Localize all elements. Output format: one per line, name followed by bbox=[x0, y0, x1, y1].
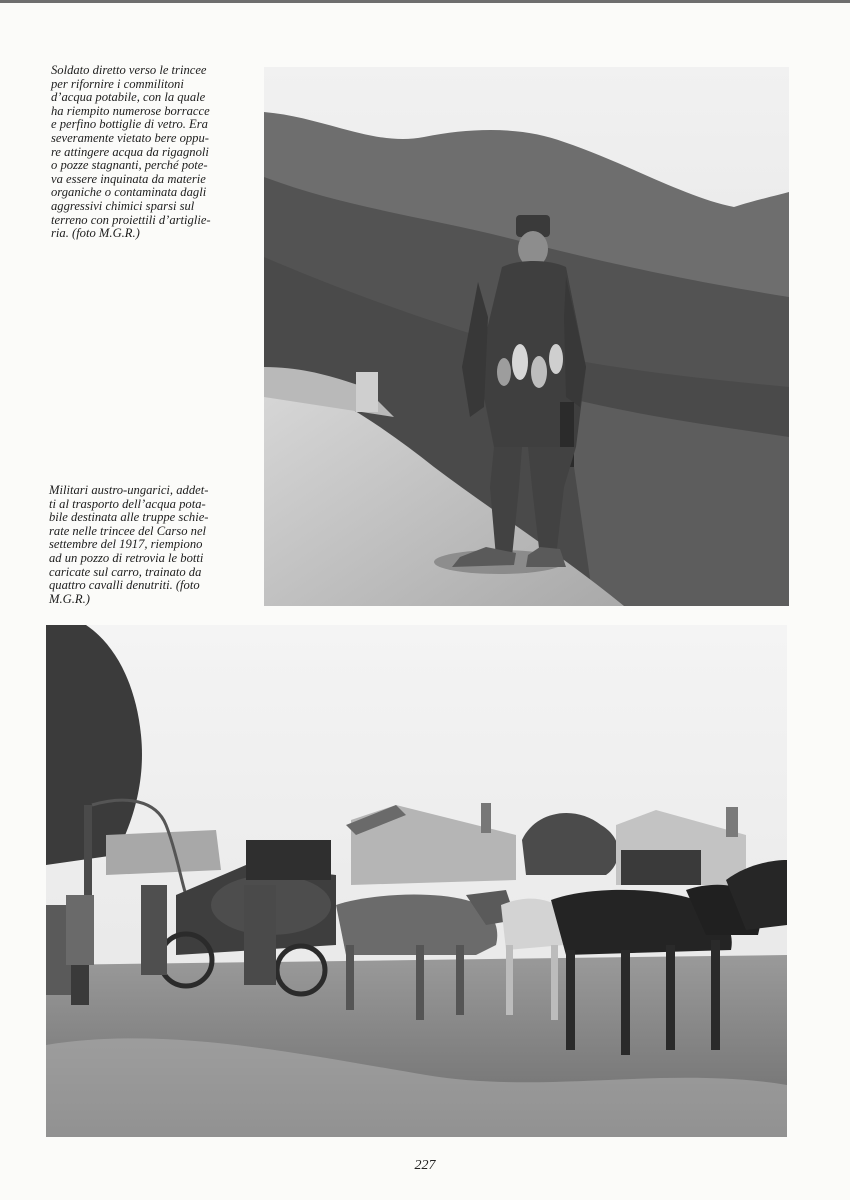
page-number: 227 bbox=[414, 1158, 436, 1173]
photo-horse-drawn-water-cart bbox=[46, 625, 787, 1137]
page-top-edge bbox=[0, 0, 850, 3]
caption-water-cart: Militari austro-ungarici, addet- ti al trasporto dell’acqua pota- bile destinata alle truppe schie- rate nelle trincee del Carso nel settembre del 1917, riempiono ad un pozzo di retrovia le botti caricate sul carro, trainato da quattro cavalli denutriti. (foto M.G.R.) bbox=[49, 483, 209, 606]
caption-soldier: Soldato diretto verso le trincee per rifornire i commilitoni d’acqua potabile, con la quale ha riempito numerose borracce e perfino bottiglie di vetro. Era severamente vietato bere oppu- re attingere acqua da rigagnoli o pozze stagnanti, perché pote- va essere inquinata da materie organiche o contaminata dagli aggressivi chimici sparsi sul terreno con proiettili d’artiglie- ria. (foto M.G.R.) bbox=[51, 63, 211, 241]
photo-soldier-with-canteens bbox=[264, 67, 789, 606]
